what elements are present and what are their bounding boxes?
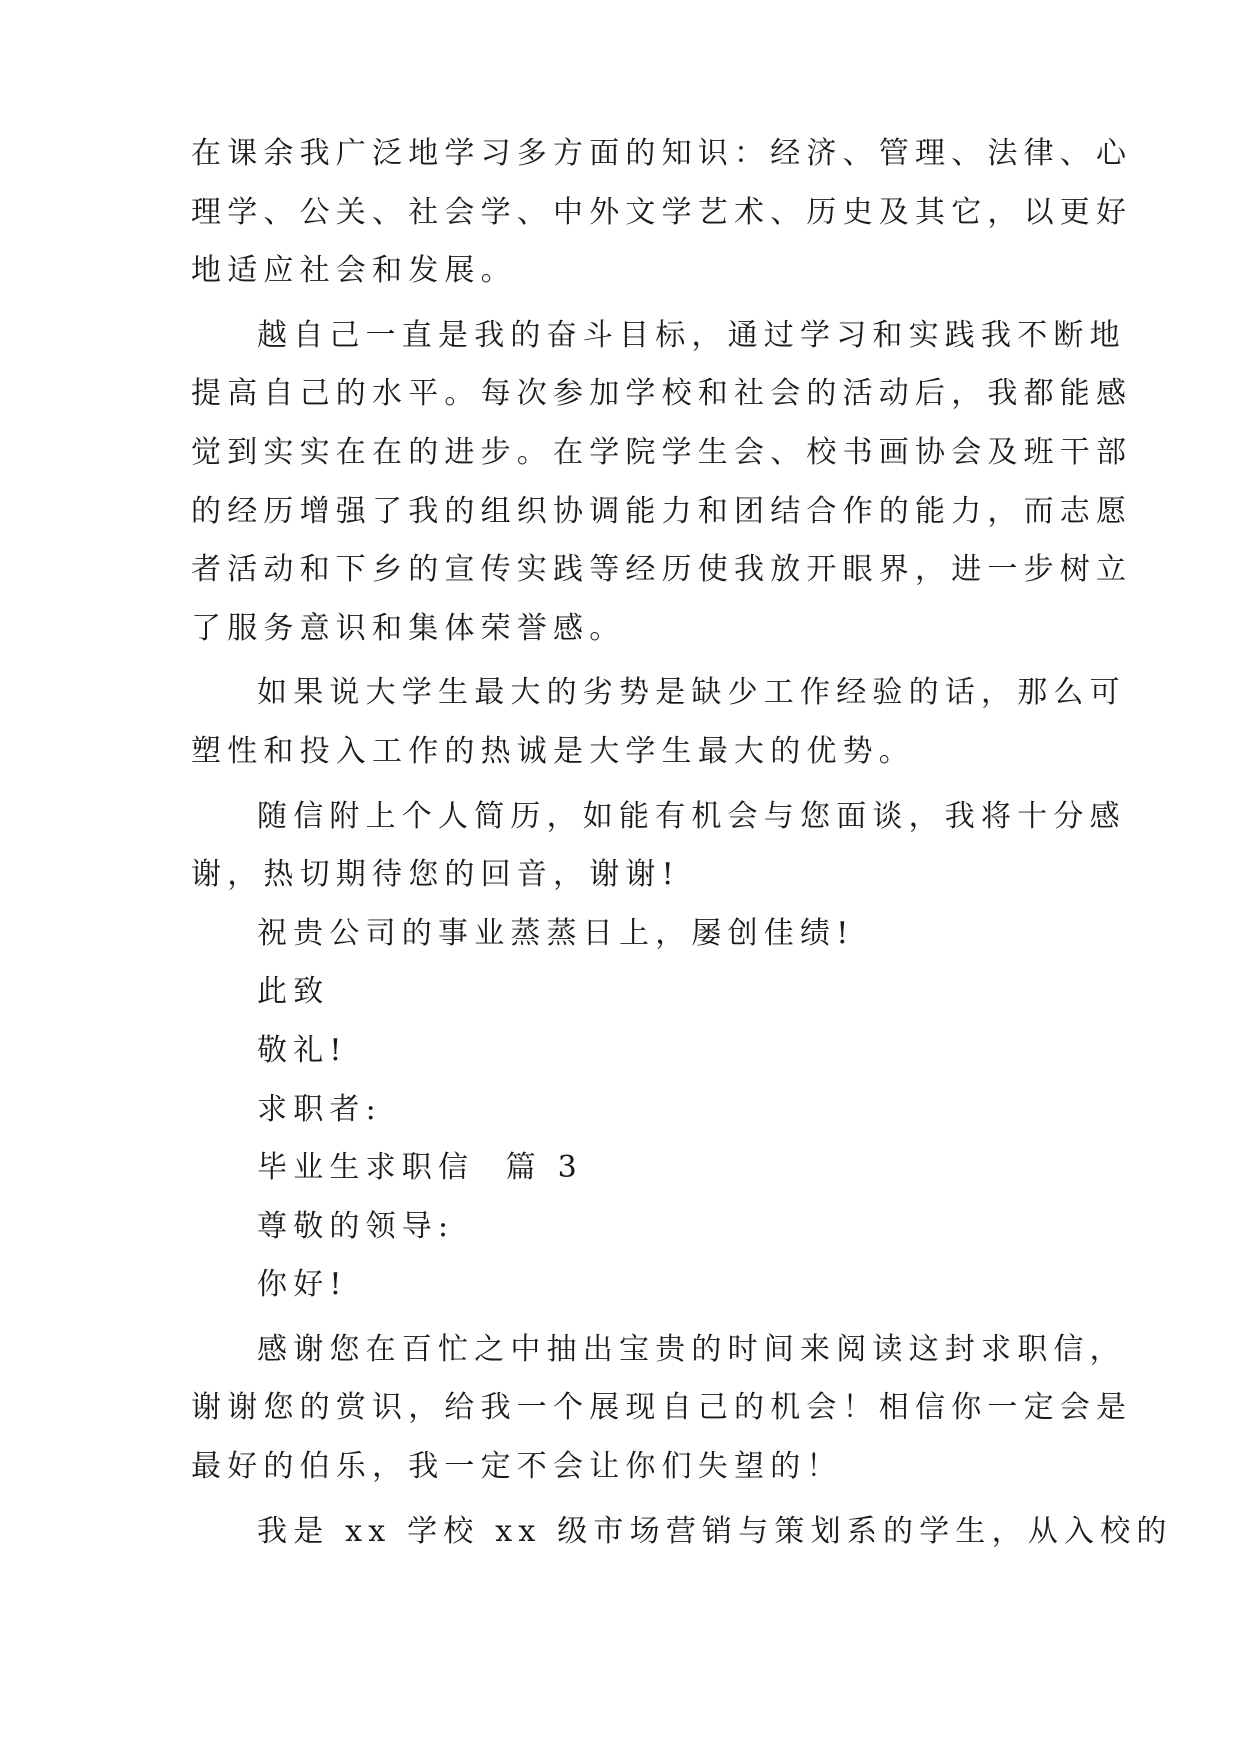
salutation: 尊敬的领导: [257,1208,455,1244]
text-line: 了服务意识和集体荣誉感。 [191,610,626,646]
text-line: 我是 xx 学校 xx 级市场营销与策划系的学生，从入校的 [257,1513,1173,1549]
paragraph [191,1503,1173,1562]
text-line: 地适应社会和发展。 [191,253,517,289]
text-line: 越自己一直是我的奋斗目标，通过学习和实践我不断地 [257,317,1126,353]
document-body [191,125,1173,1561]
text-line: 谢，热切期待您的回音，谢谢! [191,857,680,893]
text-line: 在课余我广泛地学习多方面的知识：经济、管理、法律、心 [191,136,1133,171]
text-line: 如果说大学生最大的劣势是缺少工作经验的话，那么可 [257,675,1126,711]
text-line: 谢谢您的赏识，给我一个展现自己的机会！相信你一定会是 [191,1390,1133,1426]
text-line: 塑性和投入工作的热诚是大学生最大的优势。 [191,733,915,769]
closing-jing-li: 敬礼! [257,1032,348,1068]
greeting: 你好! [257,1267,348,1303]
paragraph [191,125,1133,301]
text-line: 提高自己的水平。每次参加学校和社会的活动后，我都能感 [191,376,1133,412]
text-line: 随信附上个人简历，如能有机会与您面谈，我将十分感 [257,798,1126,834]
closing-ci-zhi: 此致 [257,974,330,1010]
text-line: 觉到实实在在的进步。在学院学生会、校书画协会及班干部 [191,434,1133,470]
text-line: 的经历增强了我的组织协调能力和团结合作的能力，而志愿 [191,493,1133,529]
applicant-signature-label: 求职者: [257,1091,382,1127]
paragraph [191,307,1133,659]
paragraph [191,788,1126,905]
text-line: 理学、公关、社会学、中外文学艺术、历史及其它，以更好 [191,194,1133,230]
text-line: 感谢您在百忙之中抽出宝贵的时间来阅读这封求职信， [257,1331,1126,1367]
text-line: 最好的伯乐，我一定不会让你们失望的！ [191,1449,843,1485]
paragraph [191,1321,1133,1497]
text-line: 者活动和下乡的宣传实践等经历使我放开眼界，进一步树立 [191,552,1133,588]
section-title: 毕业生求职信 篇 3 [257,1150,583,1186]
closing-wish: 祝贵公司的事业蒸蒸日上，屡创佳绩! [257,915,855,951]
paragraph [191,664,1126,781]
